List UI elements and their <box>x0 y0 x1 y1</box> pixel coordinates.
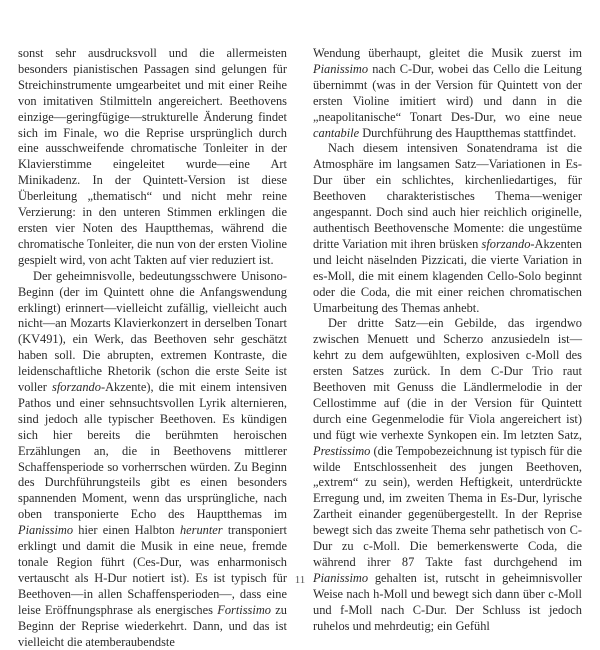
italic-term: sforzando <box>481 236 531 251</box>
text-run: zu Beginn der Reprise wiederkehrt. Dann, und das ist vielleicht die atemberaubendste <box>18 602 288 649</box>
italic-term: Pianissimo <box>18 523 74 538</box>
page-number: 11 <box>294 574 306 586</box>
text-run: Der geheimnisvolle, bedeutungsschwere Unisono-Beginn (der im Quintett ohne die Anfangswendung erklingt) erinnert—vielleicht zufällig, vielleicht auch nicht—an Mozarts Klavierkonzert in derselben Tonart (KV491), ein Werk, das Beethoven sehr geschätzt haben soll. Die abrupten, extremen Kontraste, die leidenschaftliche Rhetorik (schon die erste Seite ist voller <box>18 268 287 395</box>
left-column <box>18 46 287 650</box>
text-run: sonst sehr ausdrucksvoll und die allermeisten besonders pianistischen Passagen sind gelungen für Streichinstrumente umgearbeitet und mit einer Reihe von imitativen Stilmitteln angereichert. Beethovens einzige—geringfügige—strukturelle Änderung findet sich im Finale, wo die Reprise ursprünglich durch eine ausschweifende chromatische Tonleiter in der Klavierstimme eingeleitet wurde—eine Art Minikadenz. In der Quintett-Version ist diese Überleitung „thematisch“ und nicht mehr reine Verzierung: in den unteren Stimmen erklingen die ersten vier Noten des Hauptthemas, während die chromatische Tonleiter, die nun von der ersten Violine gespielt wird, von acht Takten auf vier reduziert ist. <box>18 46 287 267</box>
right-column <box>313 46 582 635</box>
text-run: -Akzente), die mit einem intensiven Pathos und einer sehnsuchtsvollen Lyrik alternieren, sind jedoch alle typischer Beethoven. Es kündigen sich hier bereits die berühmten heroischen Erzählungen an, die in Beethovens mittlerer Schaffensperiode so vorherrschen würden. Zu Beginn des Durchführungsteils gibt es einen besonders spannenden Moment, wenn das ursprüngliche, nach oben transponierte Echo des Hauptthemas im <box>18 380 287 522</box>
paragraph <box>313 46 582 141</box>
text-run: Durchführung des Hauptthemas stattfindet. <box>359 125 577 140</box>
paragraph <box>18 46 287 269</box>
text-run: Wendung überhaupt, gleitet die Musik zuerst im <box>313 46 582 60</box>
paragraph <box>313 316 582 634</box>
text-run: hier einen Halbton <box>73 523 180 538</box>
text-run: gehalten ist, rutscht in geheimnisvoller Weise nach h-Moll und bewegt sich dann über c-Moll und f-Moll nach C-Dur. Der Schluss ist jedoch ruhelos und mehrdeutig; ein Gefühl <box>313 570 582 633</box>
italic-term: herunter <box>179 523 223 538</box>
text-run: (die Tempobezeichnung ist typisch für die wilde Entschlossenheit des jungen Beethoven, „extrem“ zu sein), werden Heftigkeit, unterdrückte Erregung und, im zweiten Thema in Es-Dur, lyrische Zartheit einander gegenübergestellt. In der Reprise bewegt sich das zweite Thema sehr pathetisch von C-Dur zu c-Moll. Die bemerkenswerte Coda, die während ihrer 87 Takte fast durchgehend im <box>313 443 582 569</box>
text-run: nach C-Dur, wobei das Cello die Leitung übernimmt (was in der Version für Quintett von der ersten Violine imitiert wird) und dann in die „neapolitanische“ Tonart Des-Dur, wo eine neue <box>313 61 582 124</box>
paragraph <box>313 141 582 316</box>
italic-term: Pianissimo <box>313 570 369 585</box>
italic-term: cantabile <box>313 125 360 140</box>
paragraph <box>18 269 287 650</box>
text-run: Der dritte Satz—ein Gebilde, das irgendwo zwischen Menuett und Scherzo anzusiedeln ist—kehrt zu dem aufgewühlten, explosiven c-Moll des ersten Satzes zurück. In dem C-Dur Trio raut Beethoven mit Genuss die Ländlermelodie in der Cellostimme auf (die in der Version für Quintett durch eine Gegenmelodie für Viola angereichert ist) und fügt wie verhexte Synkopen ein. Im letzten Satz, <box>313 316 582 442</box>
italic-term: Prestissimo <box>313 443 371 458</box>
text-run: -Akzenten und leicht näselnden Pizzicati, die vierte Variation in es-Moll, die mit einem klagenden Cello-Solo beginnt oder die Coda, die mit einer reichen chromatischen Umarbeitung des Themas anhebt. <box>313 236 582 315</box>
text-run: Nach diesem intensiven Sonatendrama ist die Atmosphäre im langsamen Satz—Variationen in Es-Dur über ein schlichtes, kirchenliedartiges, für Beethoven charakteristisches Thema—weniger angespannt. Doch sind auch hier reichlich originelle, authentisch Beethovensche Momente: die ungestüme dritte Variation mit ihren brüsken <box>313 141 582 251</box>
italic-term: Fortissimo <box>217 602 271 617</box>
text-run: transponiert erklingt und damit die Musik in eine neue, fremde tonale Region führt (Ces-Dur, was enharmonisch vertauscht als H-Dur notiert ist). Es ist typisch für Beethoven—in allen Schaffensperioden—, dass eine leise Eröffnungsphrase als energisches <box>18 523 288 617</box>
italic-term: Pianissimo <box>313 61 369 76</box>
italic-term: sforzando <box>52 380 101 395</box>
